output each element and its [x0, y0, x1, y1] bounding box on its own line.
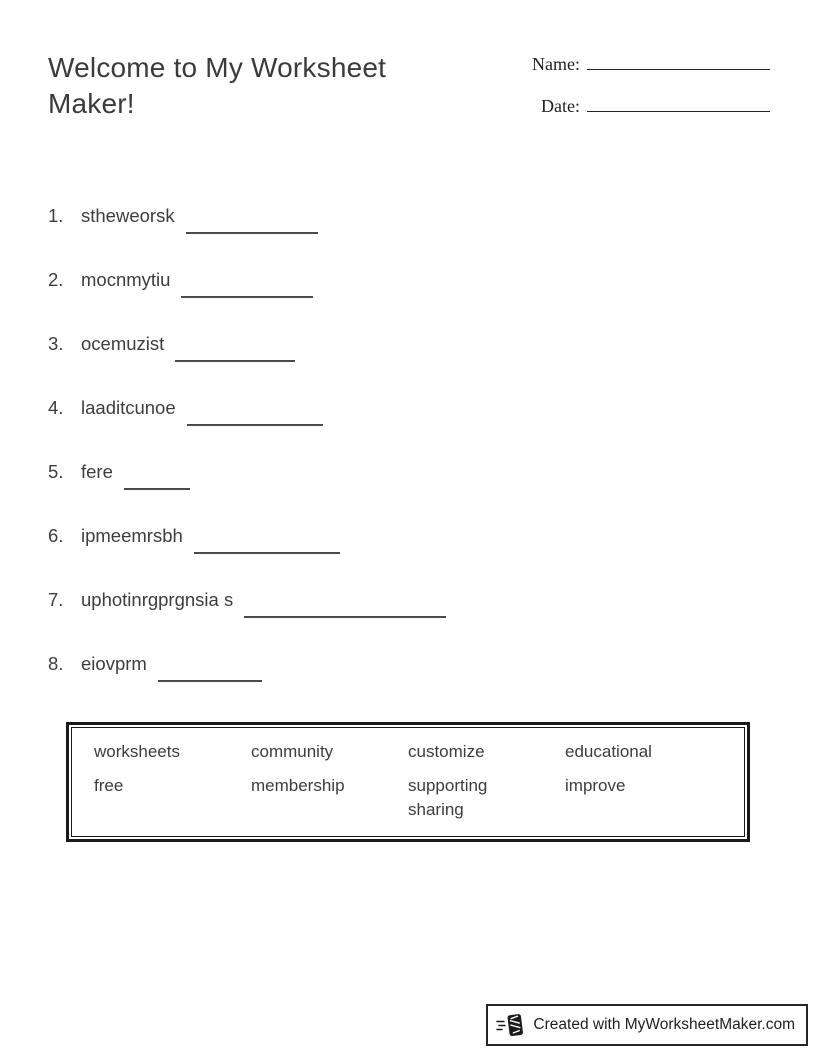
word-bank-word: educational [565, 742, 652, 761]
question-number: 3. [48, 333, 64, 354]
question-scramble: mocnmytiu [81, 269, 171, 290]
question-number: 7. [48, 589, 64, 610]
word-bank-word: membership [251, 776, 345, 795]
word-bank-word: community [251, 742, 334, 761]
question-item [48, 332, 446, 356]
answer-blank [158, 662, 262, 682]
answer-blank [194, 534, 340, 554]
question-number: 1. [48, 205, 64, 226]
answer-blank [181, 278, 313, 298]
question-item [48, 652, 446, 676]
answer-blank [187, 406, 323, 426]
question-number: 4. [48, 397, 64, 418]
question-number: 5. [48, 461, 64, 482]
answer-blank [124, 470, 190, 490]
question-scramble: ocemuzist [81, 333, 165, 354]
page-title: Welcome to My Worksheet Maker! [48, 52, 387, 119]
credit-badge [486, 1004, 808, 1046]
date-row [498, 92, 770, 117]
word-bank-word: supporting sharing [408, 776, 488, 819]
name-blank-line [587, 50, 770, 70]
question-scramble: stheweorsk [81, 205, 175, 226]
question-item [48, 588, 446, 612]
answer-blank [186, 214, 318, 234]
date-label: Date: [541, 96, 580, 116]
question-list [48, 204, 446, 716]
question-item [48, 524, 446, 548]
word-bank-word: customize [408, 742, 485, 761]
myworksheetmaker-logo-icon [496, 1011, 526, 1039]
word-bank-word: improve [565, 776, 626, 795]
question-number: 8. [48, 653, 64, 674]
name-date-block [498, 50, 770, 134]
question-item [48, 204, 446, 228]
question-item [48, 396, 446, 420]
answer-blank [175, 342, 295, 362]
credit-text: Created with MyWorksheetMaker.com [533, 1016, 795, 1033]
question-number: 2. [48, 269, 64, 290]
question-scramble: laaditcunoe [81, 397, 176, 418]
question-scramble: ipmeemrsbh [81, 525, 183, 546]
question-item [48, 268, 446, 292]
name-label: Name: [532, 54, 580, 74]
word-bank [66, 722, 750, 842]
question-number: 6. [48, 525, 64, 546]
question-scramble: eiovprm [81, 653, 147, 674]
question-scramble: fere [81, 461, 113, 482]
name-row [498, 50, 770, 75]
word-bank-grid [71, 727, 745, 837]
word-bank-word: free [94, 776, 124, 795]
question-scramble: uphotinrgprgnsia s [81, 589, 234, 610]
answer-blank [244, 598, 446, 618]
question-item [48, 460, 446, 484]
word-bank-word: worksheets [94, 742, 180, 761]
date-blank-line [587, 92, 770, 112]
